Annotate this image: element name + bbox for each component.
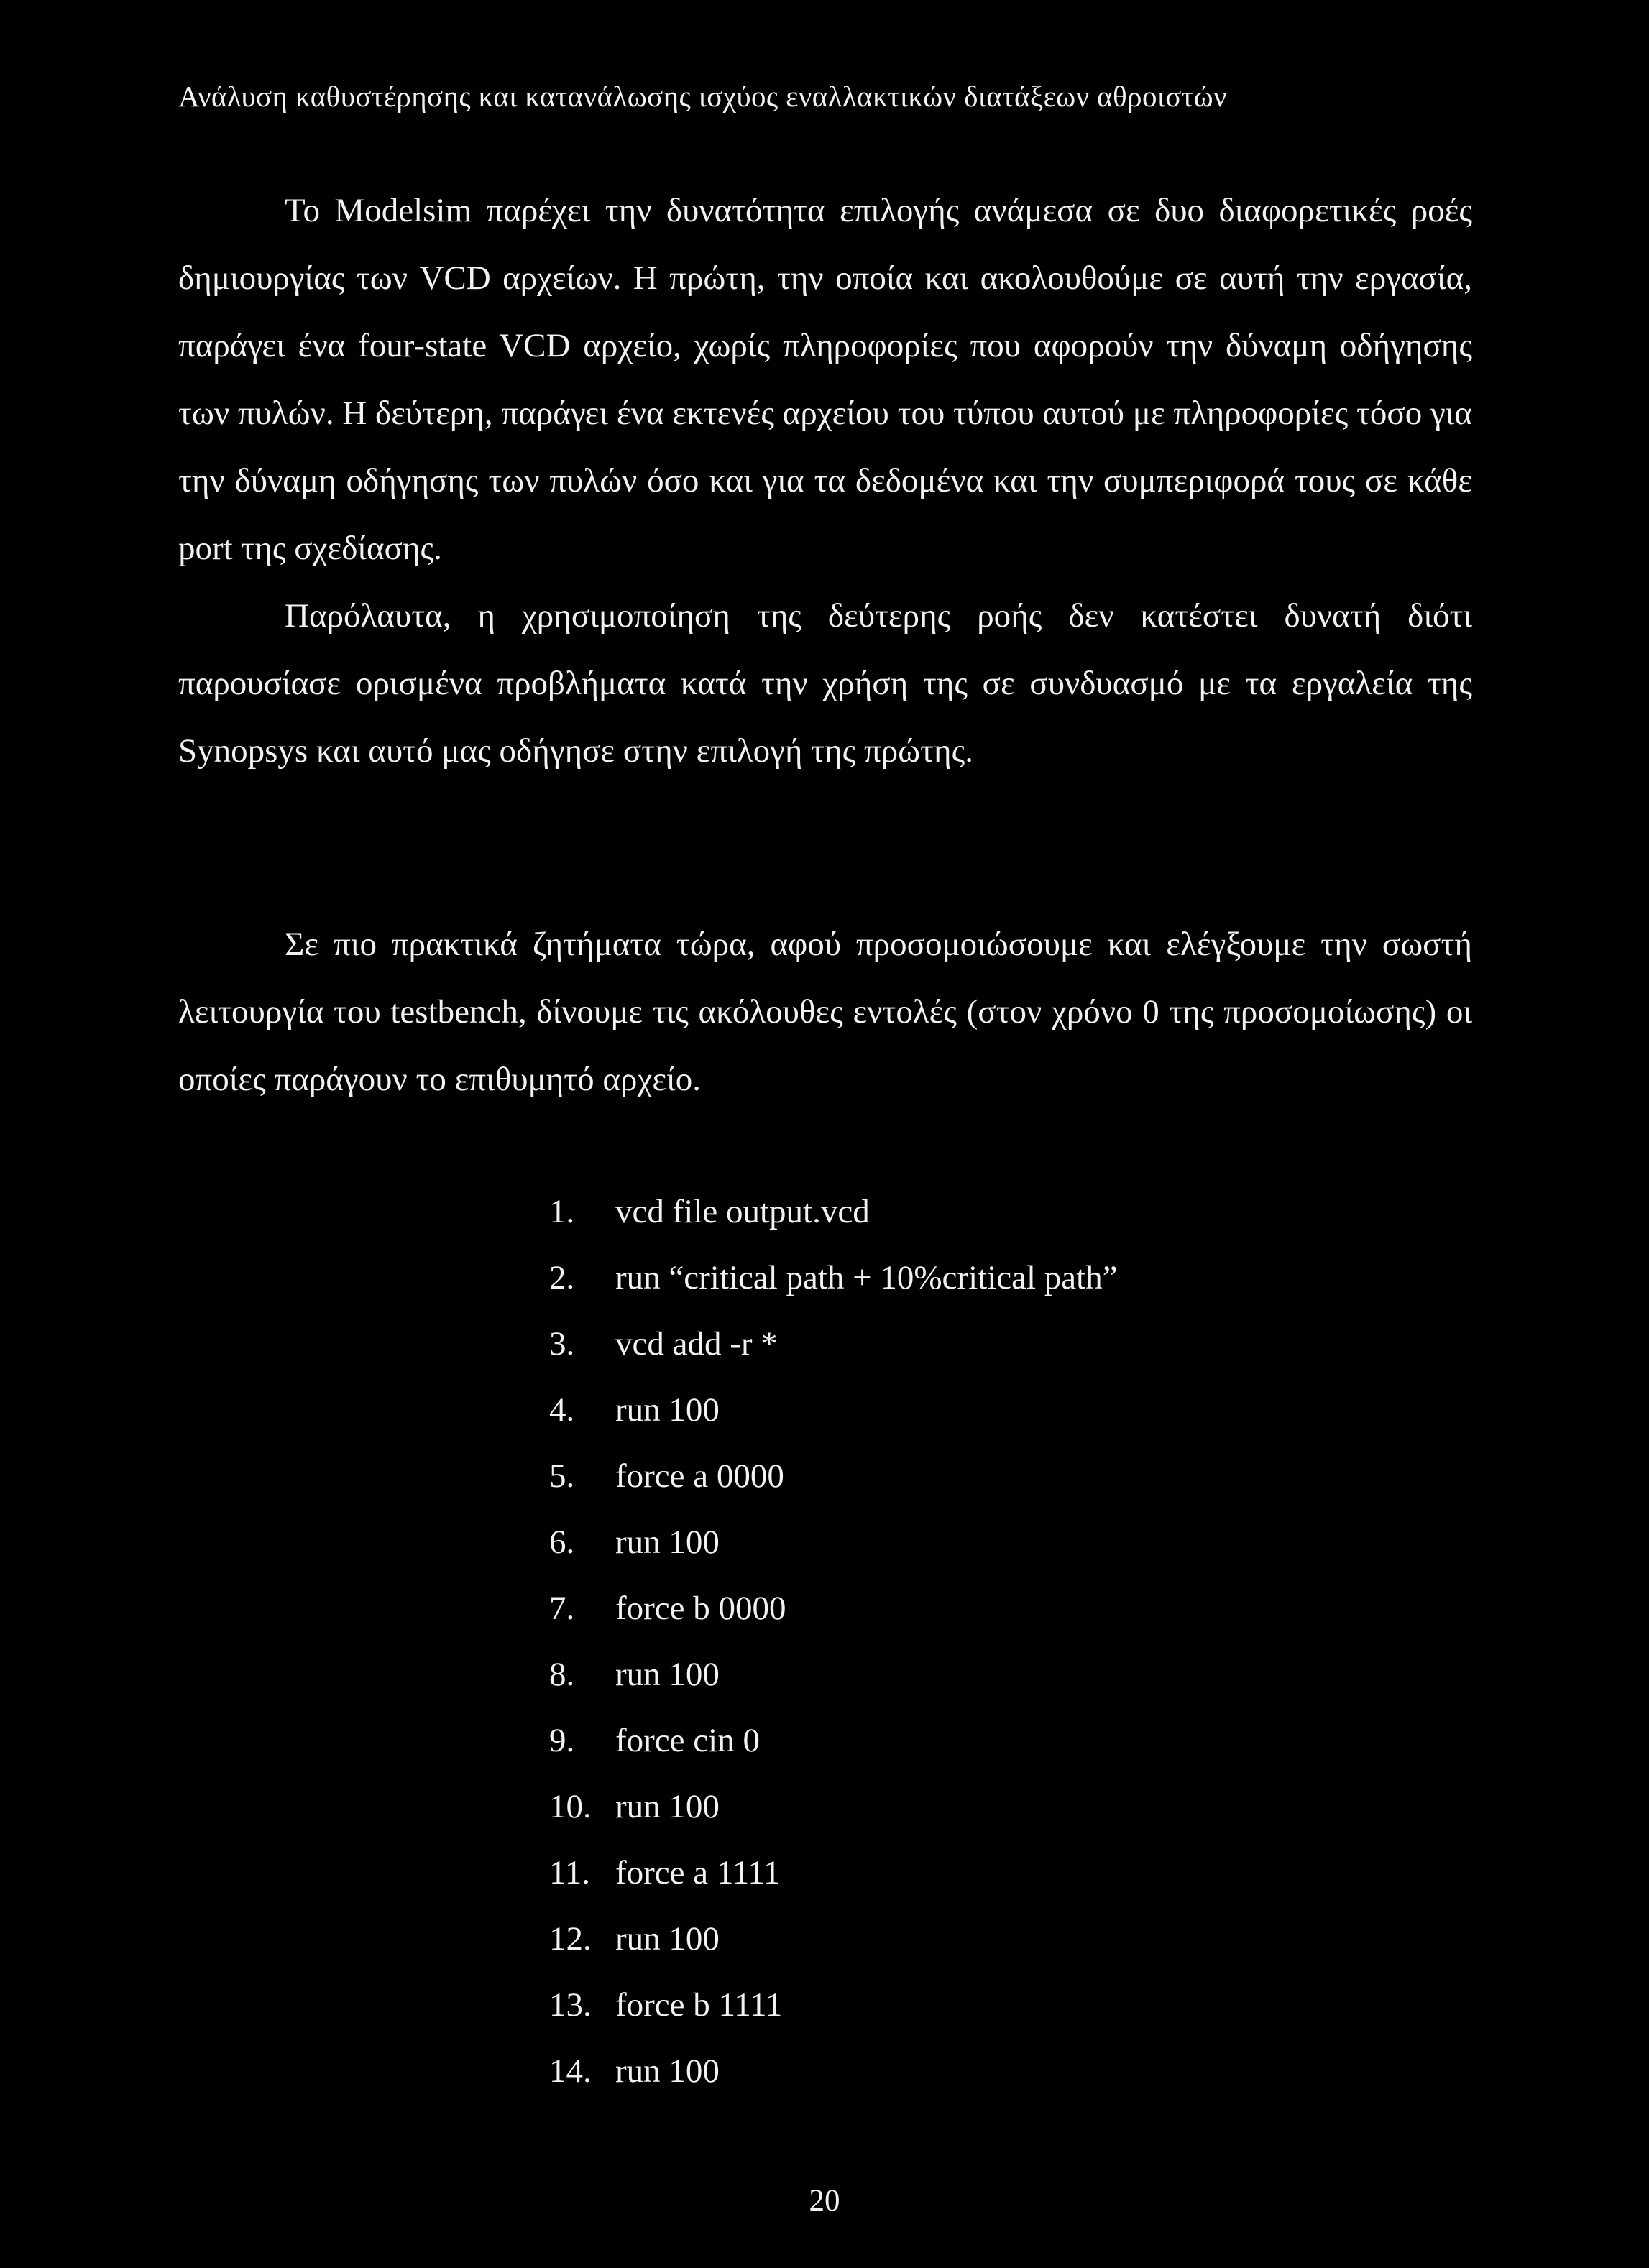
command-number: 12. [549, 1920, 592, 1958]
command-text: force cin 0 [615, 1722, 760, 1759]
command-item [549, 1443, 1118, 1509]
command-text: run 100 [615, 1656, 720, 1693]
command-text: run 100 [615, 2052, 720, 2090]
command-item [549, 1840, 1118, 1906]
command-text: vcd add -r * [615, 1325, 778, 1363]
command-number: 7. [549, 1590, 575, 1627]
command-item [549, 2038, 1118, 2104]
command-number: 5. [549, 1457, 575, 1495]
command-text: force b 1111 [615, 1986, 783, 2024]
command-text: run 100 [615, 1523, 720, 1561]
command-text: run 100 [615, 1788, 720, 1825]
command-list [549, 1179, 1118, 2104]
paragraph-modelsim-flows: Το Modelsim παρέχει την δυνατότητα επιλογής ανάμεσα σε δυο διαφορετικές ροές δημιουργίας των VCD αρχείων. Η πρώτη, την οποία και ακολουθούμε σε αυτή την εργασία, παράγει ένα four-state VCD αρχείο, χωρίς πληροφορίες που αφορούν την δύναμη οδήγησης των πυλών. Η δεύτερη, παράγει ένα εκτενές αρχείου του τύπου αυτού με πληροφορίες τόσο για την δύναμη οδήγησης των πυλών όσο και για τα δεδομένα και την συμπεριφορά τους σε κάθε port της σχεδίασης. [178, 192, 1472, 567]
command-item [549, 1707, 1118, 1774]
command-text: run “critical path + 10%critical path” [615, 1259, 1118, 1296]
command-item [549, 1179, 1118, 1245]
page-number: 20 [809, 2184, 840, 2218]
command-item [549, 1774, 1118, 1840]
page-header-title: Ανάλυση καθυστέρησης και κατανάλωσης ισχύος εναλλακτικών διατάξεων αθροιστών [178, 80, 1227, 113]
command-item [549, 1575, 1118, 1641]
command-number: 13. [549, 1986, 592, 2024]
paragraph-second-flow-issue: Παρόλαυτα, η χρησιμοποίηση της δεύτερης ροής δεν κατέστει δυνατή διότι παρουσίασε ορισμένα προβλήματα κατά την χρήση της σε συνδυασμό με τα εργαλεία της Synopsys και αυτό μας οδήγησε στην επιλογή της πρώτης. [178, 597, 1472, 770]
command-item [549, 1906, 1118, 1972]
paragraph-commands-intro: Σε πιο πρακτικά ζητήματα τώρα, αφού προσομοιώσουμε και ελέγξουμε την σωστή λειτουργία του testbench, δίνουμε τις ακόλουθες εντολές (στον χρόνο 0 της προσομοίωσης) οι οποίες παράγουν το επιθυμητό αρχείο. [178, 926, 1472, 1098]
command-number: 10. [549, 1788, 592, 1825]
command-item [549, 1972, 1118, 2038]
command-number: 6. [549, 1523, 575, 1561]
command-number: 4. [549, 1391, 575, 1429]
command-number: 14. [549, 2052, 592, 2090]
command-item [549, 1377, 1118, 1443]
command-text: force a 0000 [615, 1457, 784, 1495]
body-text-block-commands-intro [178, 911, 1472, 1113]
command-number: 3. [549, 1325, 575, 1363]
command-text: run 100 [615, 1920, 720, 1958]
command-number: 1. [549, 1193, 575, 1230]
body-text-block [178, 177, 1472, 785]
command-number: 8. [549, 1656, 575, 1693]
command-item [549, 1245, 1118, 1311]
command-item [549, 1641, 1118, 1707]
command-text: force b 0000 [615, 1590, 786, 1627]
command-number: 2. [549, 1259, 575, 1296]
command-item [549, 1509, 1118, 1575]
command-text: vcd file output.vcd [615, 1193, 870, 1230]
command-item [549, 1311, 1118, 1377]
command-text: run 100 [615, 1391, 720, 1429]
command-number: 9. [549, 1722, 575, 1759]
command-number: 11. [549, 1854, 591, 1891]
command-text: force a 1111 [615, 1854, 781, 1891]
